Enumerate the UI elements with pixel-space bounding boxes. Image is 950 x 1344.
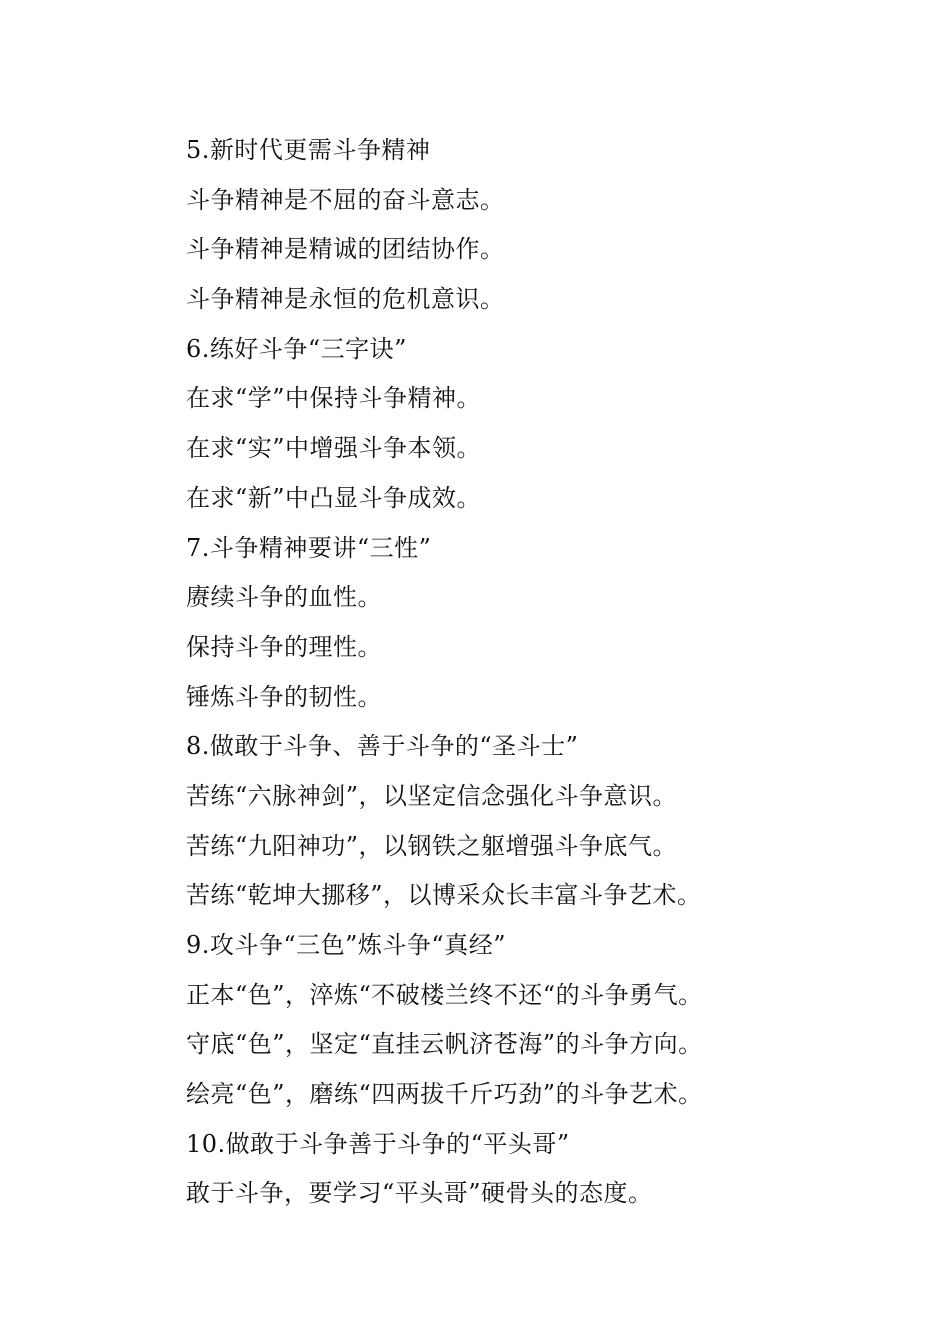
- paragraph-line: 保持斗争的理性。: [186, 632, 382, 661]
- paragraph-line: 苦练“六脉神剑”，以坚定信念强化斗争意识。: [186, 781, 678, 810]
- section-heading-8: 8.做敢于斗争、善于斗争的“圣斗士”: [186, 732, 579, 761]
- paragraph-line: 斗争精神是永恒的危机意识。: [186, 285, 505, 314]
- paragraph-line: 守底“色”，坚定“直挂云帆济苍海”的斗争方向。: [186, 1030, 703, 1059]
- paragraph-line: 正本“色”，淬炼“不破楼兰终不还“的斗争勇气。: [186, 980, 703, 1009]
- paragraph-line: 苦练“乾坤大挪移”，以博采众长丰富斗争艺术。: [186, 881, 702, 910]
- paragraph-line: 敢于斗争，要学习“平头哥”硬骨头的态度。: [186, 1179, 653, 1208]
- section-heading-5: 5.新时代更需斗争精神: [186, 136, 431, 164]
- section-heading-6: 6.练好斗争“三字诀”: [186, 334, 407, 363]
- paragraph-line: 绘亮“色”，磨练“四两拔千斤巧劲”的斗争艺术。: [186, 1080, 703, 1109]
- paragraph-line: 在求“新”中凸显斗争成效。: [186, 483, 482, 512]
- paragraph-line: 斗争精神是精诚的团结协作。: [186, 235, 505, 264]
- document-body: [186, 126, 886, 1219]
- paragraph-line: 锤炼斗争的韧性。: [186, 682, 382, 711]
- paragraph-line: 苦练“九阳神功”，以钢铁之躯增强斗争底气。: [186, 831, 678, 860]
- paragraph-line: 赓续斗争的血性。: [186, 583, 382, 612]
- section-heading-7: 7.斗争精神要讲“三性”: [186, 533, 432, 562]
- paragraph-line: 在求“学”中保持斗争精神。: [186, 384, 482, 413]
- paragraph-line: 在求“实”中增强斗争本领。: [186, 434, 482, 463]
- paragraph-line: 斗争精神是不屈的奋斗意志。: [186, 185, 505, 214]
- section-heading-9: 9.攻斗争“三色”炼斗争“真经”: [186, 931, 506, 959]
- section-heading-10: 10.做敢于斗争善于斗争的“平头哥”: [186, 1129, 570, 1158]
